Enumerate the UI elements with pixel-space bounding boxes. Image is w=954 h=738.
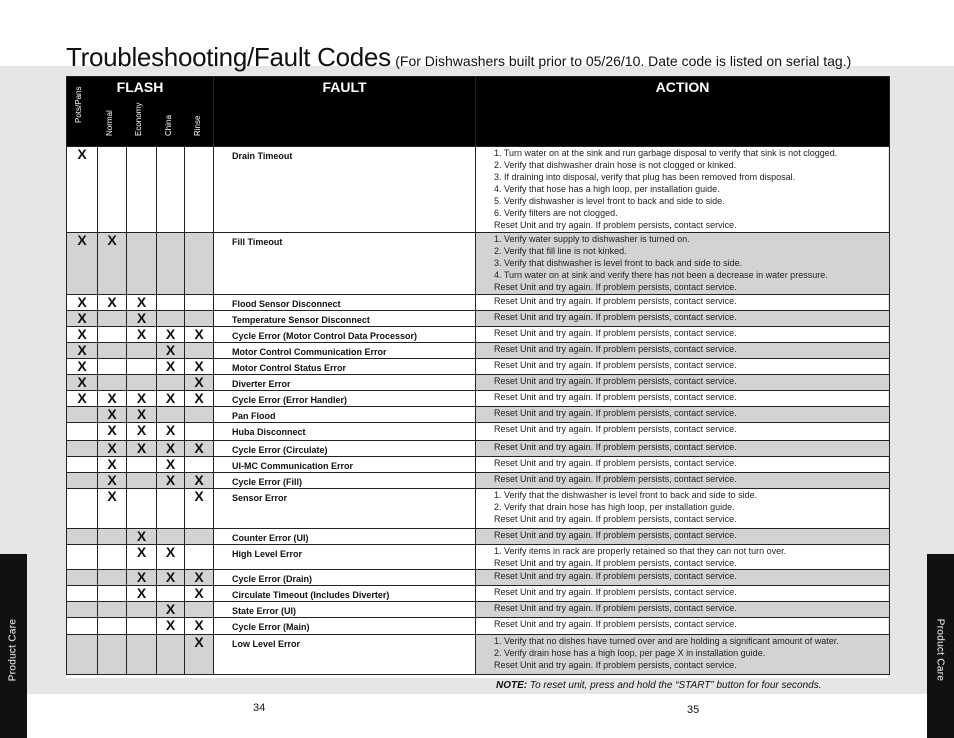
flash-mark-normal — [98, 545, 127, 570]
table-row — [67, 457, 890, 473]
fault-name: Circulate Timeout (Includes Diverter) — [214, 586, 476, 602]
fault-name: Temperature Sensor Disconnect — [214, 311, 476, 327]
table-row — [67, 441, 890, 457]
flash-mark-rinse — [185, 602, 214, 618]
flash-mark-pots-pans — [67, 441, 98, 457]
flash-mark-pots-pans — [67, 618, 98, 635]
flash-mark-normal: X — [98, 423, 127, 441]
flash-mark-pots-pans — [67, 473, 98, 489]
flash-mark-rinse: X — [185, 618, 214, 635]
flash-mark-pots-pans: X — [67, 327, 98, 343]
flash-mark-economy — [127, 375, 157, 391]
action-text: Reset Unit and try again. If problem persists, contact service. — [476, 359, 890, 375]
flash-mark-china: X — [157, 327, 185, 343]
fault-name: Cycle Error (Motor Control Data Processor) — [214, 327, 476, 343]
flash-mark-china — [157, 311, 185, 327]
flash-mark-normal: X — [98, 295, 127, 311]
page-number-right: 35 — [687, 704, 700, 716]
flash-mark-china: X — [157, 618, 185, 635]
table-row — [67, 327, 890, 343]
flash-mark-pots-pans: X — [67, 391, 98, 407]
flash-mark-normal: X — [98, 473, 127, 489]
program-label-china: China — [164, 115, 173, 136]
action-text: Reset Unit and try again. If problem persists, contact service. — [476, 295, 890, 311]
flash-mark-pots-pans — [67, 457, 98, 473]
action-header-label: ACTION — [655, 79, 710, 95]
fault-name: Counter Error (UI) — [214, 529, 476, 545]
table-row — [67, 311, 890, 327]
fault-header-label: FAULT — [322, 79, 367, 95]
flash-mark-china — [157, 586, 185, 602]
fault-name: Cycle Error (Drain) — [214, 570, 476, 586]
action-text: Reset Unit and try again. If problem persists, contact service. — [476, 441, 890, 457]
flash-mark-normal: X — [98, 489, 127, 529]
table-row — [67, 473, 890, 489]
flash-mark-economy: X — [127, 441, 157, 457]
flash-mark-china: X — [157, 441, 185, 457]
left-side-tab — [0, 554, 27, 738]
fault-name: Cycle Error (Fill) — [214, 473, 476, 489]
flash-mark-economy: X — [127, 529, 157, 545]
flash-mark-china: X — [157, 457, 185, 473]
action-text: Reset Unit and try again. If problem persists, contact service. — [476, 407, 890, 423]
program-label-pots-pans: Pots/Pans — [74, 86, 83, 123]
flash-mark-normal — [98, 147, 127, 233]
program-label-economy: Economy — [134, 102, 143, 136]
action-text: Reset Unit and try again. If problem persists, contact service. — [476, 343, 890, 359]
program-label-normal: Normal — [105, 110, 114, 136]
flash-mark-rinse: X — [185, 570, 214, 586]
flash-mark-china — [157, 295, 185, 311]
flash-mark-rinse: X — [185, 635, 214, 675]
flash-mark-rinse — [185, 295, 214, 311]
flash-mark-china: X — [157, 423, 185, 441]
right-side-tab — [927, 554, 954, 738]
flash-mark-pots-pans — [67, 545, 98, 570]
flash-mark-rinse — [185, 311, 214, 327]
flash-mark-economy — [127, 489, 157, 529]
flash-mark-china: X — [157, 473, 185, 489]
flash-mark-china — [157, 375, 185, 391]
page-title — [66, 42, 851, 73]
flash-mark-economy: X — [127, 391, 157, 407]
flash-mark-normal — [98, 327, 127, 343]
flash-mark-rinse — [185, 233, 214, 295]
flash-mark-economy: X — [127, 545, 157, 570]
table-row — [67, 391, 890, 407]
flash-mark-pots-pans — [67, 570, 98, 586]
table-row — [67, 359, 890, 375]
flash-mark-normal — [98, 618, 127, 635]
action-text: Reset Unit and try again. If problem persists, contact service. — [476, 391, 890, 407]
table-row — [67, 570, 890, 586]
fault-name: Drain Timeout — [214, 147, 476, 233]
flash-mark-rinse — [185, 147, 214, 233]
action-text: Reset Unit and try again. If problem persists, contact service. — [476, 327, 890, 343]
table-row — [67, 545, 890, 570]
flash-mark-economy — [127, 147, 157, 233]
flash-mark-china — [157, 147, 185, 233]
flash-mark-china — [157, 489, 185, 529]
action-text: Reset Unit and try again. If problem persists, contact service. — [476, 423, 890, 441]
flash-mark-rinse: X — [185, 489, 214, 529]
flash-mark-normal — [98, 375, 127, 391]
flash-mark-economy: X — [127, 423, 157, 441]
action-text: 1. Verify that the dishwasher is level front to back and side to side. 2. Verify that drain hose has high loop, per installation guide. Reset Unit and try again. If problem persists, contact service. — [476, 489, 890, 529]
table-row — [67, 489, 890, 529]
flash-mark-pots-pans: X — [67, 295, 98, 311]
flash-mark-pots-pans: X — [67, 233, 98, 295]
flash-mark-economy: X — [127, 295, 157, 311]
note-text: To reset unit, press and hold the “START” button for four seconds. — [527, 680, 822, 691]
fault-name: UI-MC Communication Error — [214, 457, 476, 473]
fault-name: Motor Control Communication Error — [214, 343, 476, 359]
flash-mark-pots-pans — [67, 423, 98, 441]
flash-mark-china: X — [157, 602, 185, 618]
fault-name: Cycle Error (Circulate) — [214, 441, 476, 457]
action-text: 1. Turn water on at the sink and run garbage disposal to verify that sink is not clogged. 2. Verify that dishwasher drain hose is not clogged or kinked. 3. If draining into disposal, verify that plug has been removed from disposal. 4. Verify that hose has a high loop, per installation guide. 5. Verify dishwasher is level front to back and side to side. 6. Verify filters are not clogged. Reset Unit and try again. If problem persists, contact service. — [476, 147, 890, 233]
flash-mark-pots-pans — [67, 489, 98, 529]
fault-name: Diverter Error — [214, 375, 476, 391]
flash-mark-pots-pans — [67, 529, 98, 545]
flash-mark-normal — [98, 343, 127, 359]
flash-mark-pots-pans: X — [67, 359, 98, 375]
fault-name: Pan Flood — [214, 407, 476, 423]
flash-mark-normal — [98, 311, 127, 327]
table-row — [67, 407, 890, 423]
action-text: Reset Unit and try again. If problem persists, contact service. — [476, 586, 890, 602]
flash-mark-economy: X — [127, 407, 157, 423]
left-side-tab-label: Product Care — [7, 618, 19, 682]
table-row — [67, 586, 890, 602]
flash-mark-normal: X — [98, 407, 127, 423]
flash-mark-normal — [98, 570, 127, 586]
flash-mark-normal: X — [98, 233, 127, 295]
flash-mark-economy — [127, 473, 157, 489]
flash-mark-economy: X — [127, 311, 157, 327]
flash-mark-rinse: X — [185, 359, 214, 375]
flash-mark-economy — [127, 343, 157, 359]
note-label: NOTE: — [496, 680, 528, 691]
flash-mark-economy — [127, 618, 157, 635]
flash-mark-china — [157, 233, 185, 295]
right-side-tab-label: Product Care — [934, 618, 946, 682]
flash-mark-normal: X — [98, 391, 127, 407]
flash-header-label: FLASH — [116, 79, 164, 95]
flash-mark-normal — [98, 635, 127, 675]
flash-mark-rinse — [185, 457, 214, 473]
program-label-rinse: Rinse — [193, 115, 202, 136]
action-header — [476, 77, 890, 147]
fault-name: Fill Timeout — [214, 233, 476, 295]
flash-mark-normal — [98, 529, 127, 545]
action-text: Reset Unit and try again. If problem persists, contact service. — [476, 570, 890, 586]
table-row — [67, 233, 890, 295]
table-row — [67, 635, 890, 675]
flash-mark-china: X — [157, 343, 185, 359]
table-row — [67, 295, 890, 311]
flash-header — [67, 77, 214, 147]
flash-mark-rinse: X — [185, 586, 214, 602]
flash-mark-normal: X — [98, 457, 127, 473]
action-text: Reset Unit and try again. If problem persists, contact service. — [476, 311, 890, 327]
flash-mark-economy — [127, 602, 157, 618]
flash-mark-rinse — [185, 545, 214, 570]
flash-mark-normal — [98, 359, 127, 375]
flash-mark-normal: X — [98, 441, 127, 457]
table-row — [67, 343, 890, 359]
action-text: Reset Unit and try again. If problem persists, contact service. — [476, 602, 890, 618]
fault-name: High Level Error — [214, 545, 476, 570]
flash-mark-economy — [127, 359, 157, 375]
fault-table-body — [67, 147, 890, 675]
flash-mark-china — [157, 529, 185, 545]
page-title-main: Troubleshooting/Fault Codes — [66, 42, 391, 72]
flash-mark-normal — [98, 586, 127, 602]
action-text: Reset Unit and try again. If problem persists, contact service. — [476, 529, 890, 545]
fault-name: Flood Sensor Disconnect — [214, 295, 476, 311]
flash-mark-rinse: X — [185, 441, 214, 457]
flash-mark-pots-pans — [67, 586, 98, 602]
action-text: 1. Verify water supply to dishwasher is turned on. 2. Verify that fill line is not kinked. 3. Verify that dishwasher is level front to back and side to side. 4. Turn water on at sink and verify there has not been a decrease in water pressure. Reset Unit and try again. If problem persists, contact service. — [476, 233, 890, 295]
flash-mark-rinse — [185, 423, 214, 441]
page-number-left: 34 — [253, 702, 266, 714]
table-row — [67, 147, 890, 233]
flash-mark-pots-pans — [67, 635, 98, 675]
flash-mark-rinse — [185, 529, 214, 545]
flash-mark-pots-pans — [67, 602, 98, 618]
flash-mark-rinse: X — [185, 391, 214, 407]
table-row — [67, 375, 890, 391]
flash-mark-china: X — [157, 391, 185, 407]
flash-mark-economy: X — [127, 586, 157, 602]
table-row — [67, 529, 890, 545]
flash-mark-rinse: X — [185, 473, 214, 489]
flash-mark-china — [157, 407, 185, 423]
flash-mark-economy — [127, 635, 157, 675]
flash-mark-china: X — [157, 359, 185, 375]
fault-name: Cycle Error (Main) — [214, 618, 476, 635]
flash-mark-rinse: X — [185, 375, 214, 391]
flash-mark-economy: X — [127, 570, 157, 586]
fault-name: Low Level Error — [214, 635, 476, 675]
flash-mark-economy — [127, 457, 157, 473]
fault-header — [214, 77, 476, 147]
flash-mark-economy: X — [127, 327, 157, 343]
flash-mark-china: X — [157, 570, 185, 586]
action-text: 1. Verify that no dishes have turned over and are holding a significant amount of water. 2. Verify drain hose has a high loop, per page X in installation guide. Reset Unit and try again. If problem persists, contact service. — [476, 635, 890, 675]
page-title-subtitle: (For Dishwashers built prior to 05/26/10. Date code is listed on serial tag.) — [395, 53, 852, 69]
fault-name: Motor Control Status Error — [214, 359, 476, 375]
flash-mark-pots-pans — [67, 407, 98, 423]
flash-mark-pots-pans: X — [67, 343, 98, 359]
fault-code-table — [66, 76, 890, 675]
fault-name: State Error (UI) — [214, 602, 476, 618]
table-row — [67, 618, 890, 635]
fault-name: Sensor Error — [214, 489, 476, 529]
flash-mark-china: X — [157, 545, 185, 570]
table-header-row — [67, 77, 890, 147]
action-text: Reset Unit and try again. If problem persists, contact service. — [476, 457, 890, 473]
flash-mark-normal — [98, 602, 127, 618]
fault-name: Cycle Error (Error Handler) — [214, 391, 476, 407]
flash-mark-pots-pans: X — [67, 311, 98, 327]
reset-note — [496, 680, 822, 691]
action-text: 1. Verify items in rack are properly retained so that they can not turn over. Reset Unit and try again. If problem persists, contact service. — [476, 545, 890, 570]
flash-mark-pots-pans: X — [67, 147, 98, 233]
flash-mark-economy — [127, 233, 157, 295]
table-row — [67, 602, 890, 618]
flash-mark-pots-pans: X — [67, 375, 98, 391]
action-text: Reset Unit and try again. If problem persists, contact service. — [476, 618, 890, 635]
fault-name: Huba Disconnect — [214, 423, 476, 441]
action-text: Reset Unit and try again. If problem persists, contact service. — [476, 473, 890, 489]
flash-mark-rinse — [185, 343, 214, 359]
action-text: Reset Unit and try again. If problem persists, contact service. — [476, 375, 890, 391]
flash-mark-rinse — [185, 407, 214, 423]
flash-mark-china — [157, 635, 185, 675]
flash-mark-rinse: X — [185, 327, 214, 343]
table-row — [67, 423, 890, 441]
